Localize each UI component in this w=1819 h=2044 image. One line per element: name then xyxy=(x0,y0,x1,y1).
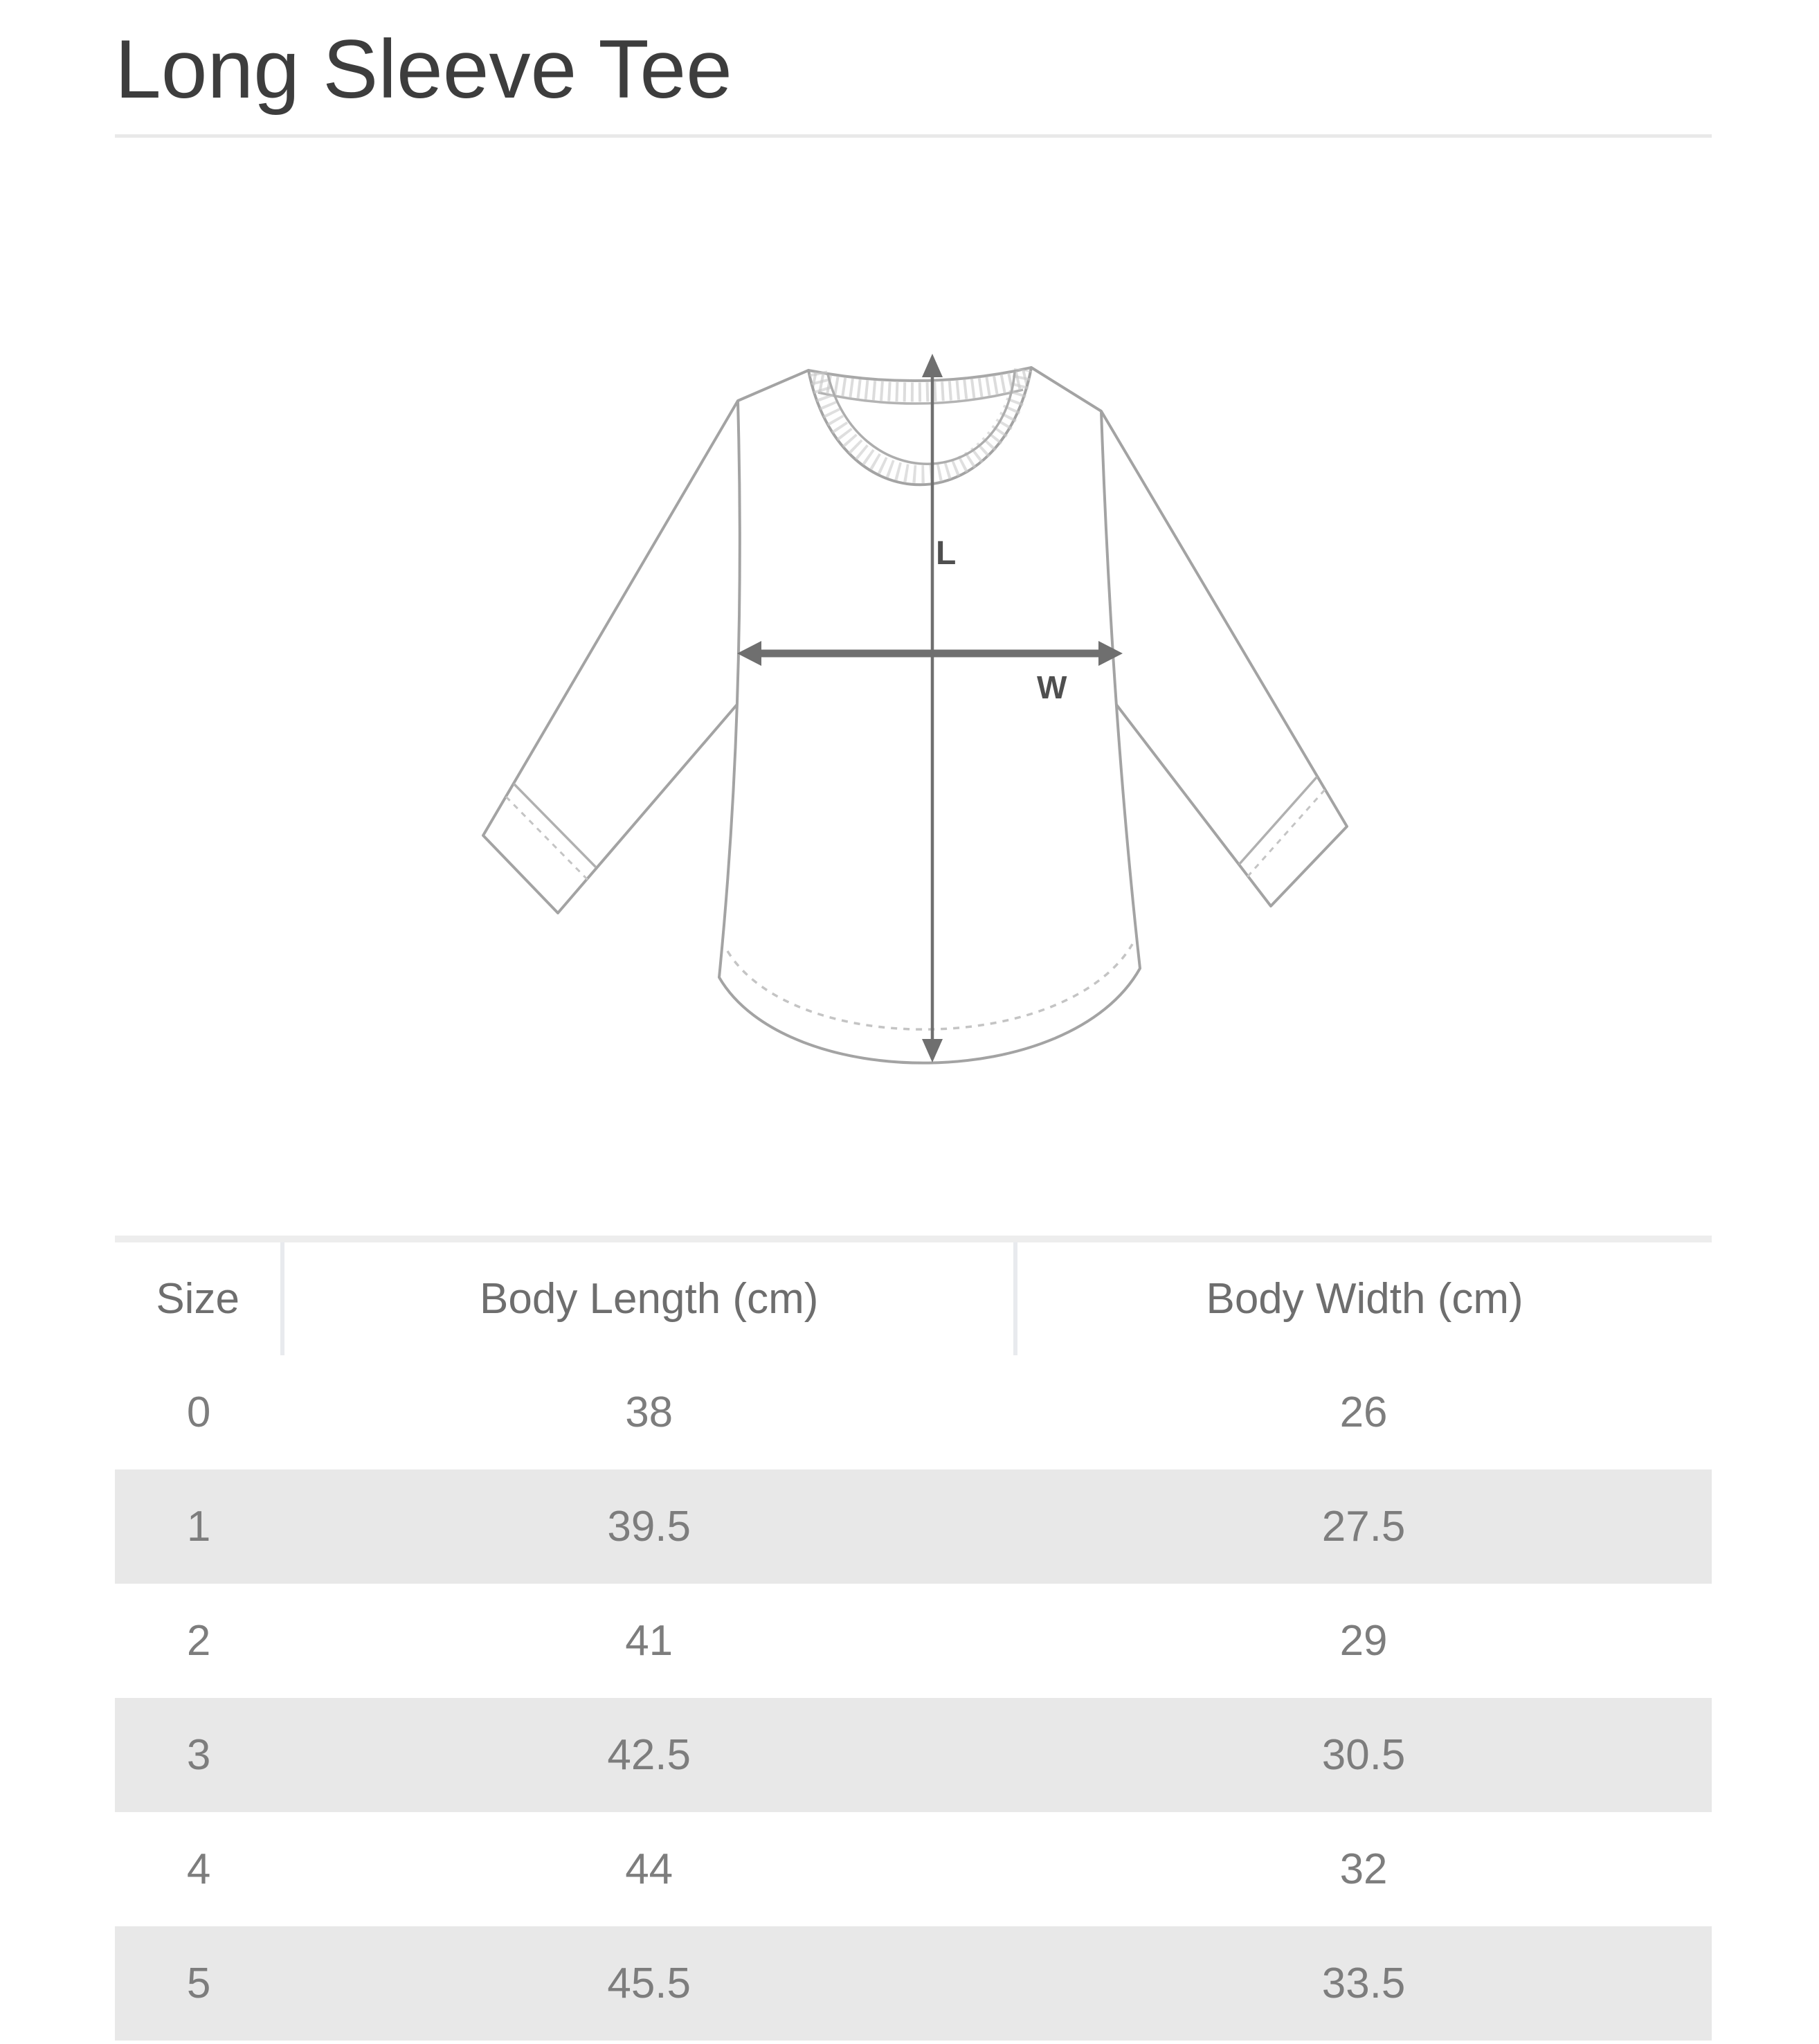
cell-body-width: 26 xyxy=(1339,1388,1388,1436)
col-header-body-width: Body Width (cm) xyxy=(1015,1239,1712,1355)
width-label: W xyxy=(1036,669,1067,705)
table-row xyxy=(115,1584,1712,1698)
length-label: L xyxy=(935,534,956,572)
cell-body-length: 38 xyxy=(625,1388,673,1436)
collar-back-band xyxy=(808,368,1031,404)
cell-size: 4 xyxy=(186,1845,211,1893)
cell-body-length: 45.5 xyxy=(607,1959,691,2007)
size-chart-table xyxy=(115,1236,1712,2041)
col-header-body-length: Body Length (cm) xyxy=(282,1239,1015,1355)
header-row xyxy=(115,1239,1712,1355)
cell-body-width: 27.5 xyxy=(1321,1502,1406,1550)
shirt-body-outline xyxy=(719,368,1140,1063)
cell-body-width: 29 xyxy=(1339,1616,1388,1665)
cell-body-length: 42.5 xyxy=(607,1730,691,1779)
cell-body-length: 44 xyxy=(625,1845,673,1893)
cell-size: 2 xyxy=(186,1616,211,1665)
table-row xyxy=(115,1812,1712,1926)
table-row xyxy=(115,1698,1712,1812)
col-header-size: Size xyxy=(156,1274,239,1323)
table-row xyxy=(115,1926,1712,2041)
cell-body-width: 30.5 xyxy=(1321,1730,1406,1779)
page-title: Long Sleeve Tee xyxy=(115,0,1712,138)
sleeve-left xyxy=(483,401,748,913)
cell-body-width: 32 xyxy=(1339,1845,1388,1893)
table-row xyxy=(115,1469,1712,1584)
cell-size: 0 xyxy=(186,1388,211,1436)
cell-size: 5 xyxy=(186,1959,211,2007)
cell-body-width: 33.5 xyxy=(1321,1959,1406,2007)
size-table-body xyxy=(115,1355,1712,2041)
table-row xyxy=(115,1355,1712,1469)
cell-body-length: 39.5 xyxy=(607,1502,691,1550)
size-chart-header xyxy=(115,1239,1712,1355)
garment-diagram xyxy=(457,179,1370,1100)
sleeve-right xyxy=(1101,411,1347,906)
cell-size: 3 xyxy=(186,1730,211,1779)
cell-body-length: 41 xyxy=(625,1616,673,1665)
long-sleeve-tee-sketch xyxy=(457,179,1370,1100)
cell-size: 1 xyxy=(186,1502,211,1550)
